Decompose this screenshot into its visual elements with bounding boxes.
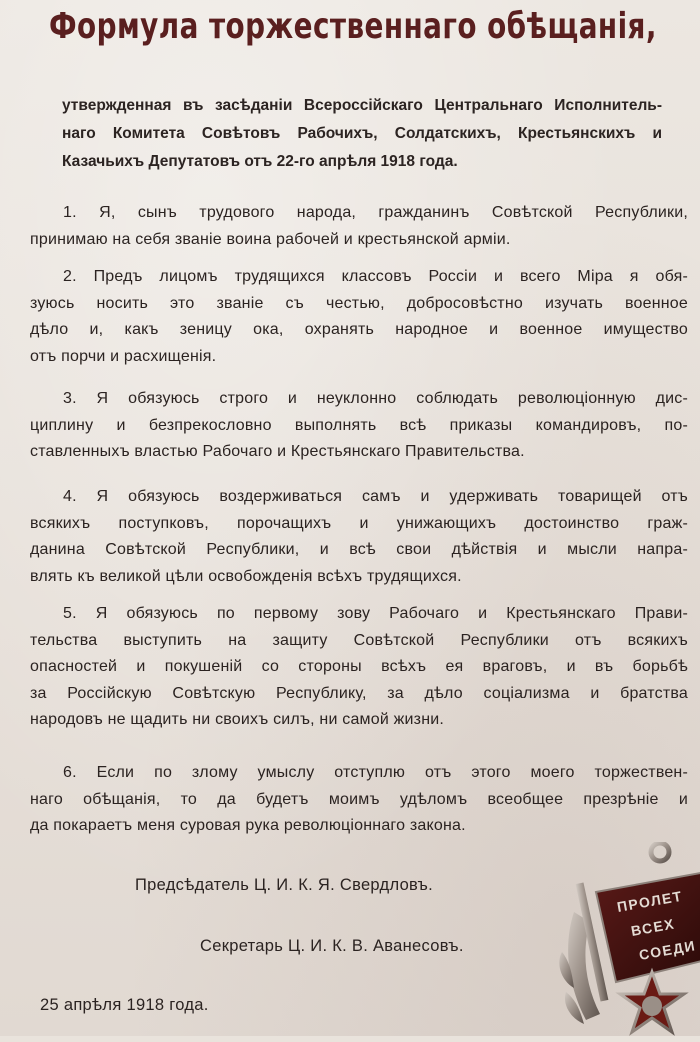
paragraph-line: наго обѣщанія, то да будетъ моимъ удѣломъ всеобщее презрѣніе и <box>30 790 688 808</box>
chairman-signature: Предсѣдатель Ц. И. К. Я. Свердловъ. <box>135 876 434 894</box>
paragraph-line: 3. Я обязуюсь строго и неуклонно соблюдать революціонную дис- <box>63 390 688 407</box>
oath-paragraph-1 <box>30 200 688 253</box>
paragraph-line: 5. Я обязуюсь по первому зову Рабочаго и Крестьянскаго Прави- <box>63 605 688 622</box>
oath-paragraph-2 <box>30 264 688 370</box>
oath-paragraph-5 <box>30 601 688 734</box>
order-badge <box>556 842 700 1042</box>
paragraph-line: принимаю на себя званіе воина рабочей и крестьянской арміи. <box>30 230 511 248</box>
paragraph-line: зуюсь носить это званіе съ честью, добросовѣстно изучать военное <box>30 294 688 312</box>
paragraph-line: тельства выступить на защиту Совѣтской Республики отъ всякихъ <box>30 631 688 649</box>
paragraph-line: данина Совѣтской Республики, и всѣ свои дѣйствія и мысли напра- <box>30 541 688 558</box>
paragraph-line: влять къ великой цѣли освобожденія всѣхъ трудящихся. <box>30 567 462 585</box>
paragraph-line: циплину и безпрекословно выполнять всѣ приказы командировъ, по- <box>30 416 688 434</box>
document-title: Формула торжественнаго обѣщанія, <box>49 6 657 47</box>
paragraph-line: ставленныхъ властью Рабочаго и Крестьянскаго Правительства. <box>30 443 525 460</box>
badge-text-2: ВСЕХ <box>629 915 677 939</box>
badge-text-3: СОЕДИ <box>637 937 698 963</box>
badge-ring <box>651 843 669 861</box>
badge-text-1: ПРОЛЕТ <box>615 887 684 915</box>
paragraph-line: 2. Предъ лицомъ трудящихся классовъ Россіи и всего Міра я обя- <box>63 268 688 285</box>
paragraph-line: 6. Если по злому умыслу отступлю отъ этого моего торжествен- <box>63 764 688 781</box>
oath-paragraph-4 <box>30 484 688 590</box>
star-center <box>642 996 662 1016</box>
document-subtitle <box>62 92 662 176</box>
paragraph-line: да покараетъ меня суровая рука революціоннаго закона. <box>30 817 466 834</box>
paragraph-line: за Россійскую Совѣтскую Республику, за дѣло соціализма и братства <box>30 684 688 702</box>
paragraph-line: отъ порчи и расхищенія. <box>30 347 217 365</box>
oath-paragraph-6 <box>30 760 688 840</box>
secretary-signature: Секретарь Ц. И. К. В. Аванесовъ. <box>200 937 464 955</box>
document-date: 25 апрѣля 1918 года. <box>40 996 209 1014</box>
paragraph-line: дѣло и, какъ зеницу ока, охранять народное и военное имущество <box>30 321 688 338</box>
paragraph-line: всякихъ поступковъ, порочащихъ и унижающихъ достоинство граж- <box>30 514 688 532</box>
paragraph-line: 4. Я обязуюсь воздерживаться самъ и удерживать товарищей отъ <box>63 488 688 505</box>
subtitle-line: наго Комитета Совѣтовъ Рабочихъ, Солдатскихъ, Крестьянскихъ и <box>62 125 662 142</box>
subtitle-line: Казачьихъ Депутатовъ отъ 22-го апрѣля 1918 года. <box>62 153 458 170</box>
oath-paragraph-3 <box>30 386 688 466</box>
paragraph-line: 1. Я, сынъ трудового народа, гражданинъ Совѣтской Республики, <box>63 204 688 221</box>
subtitle-line: утвержденная въ засѣданіи Всероссійскаго Центральнаго Исполнитель- <box>62 97 662 114</box>
paragraph-line: опасностей и покушеній со стороны всѣхъ ея враговъ, и въ борьбѣ <box>30 658 688 675</box>
paragraph-line: народовъ не щадить ни своихъ силъ, ни самой жизни. <box>30 711 445 728</box>
